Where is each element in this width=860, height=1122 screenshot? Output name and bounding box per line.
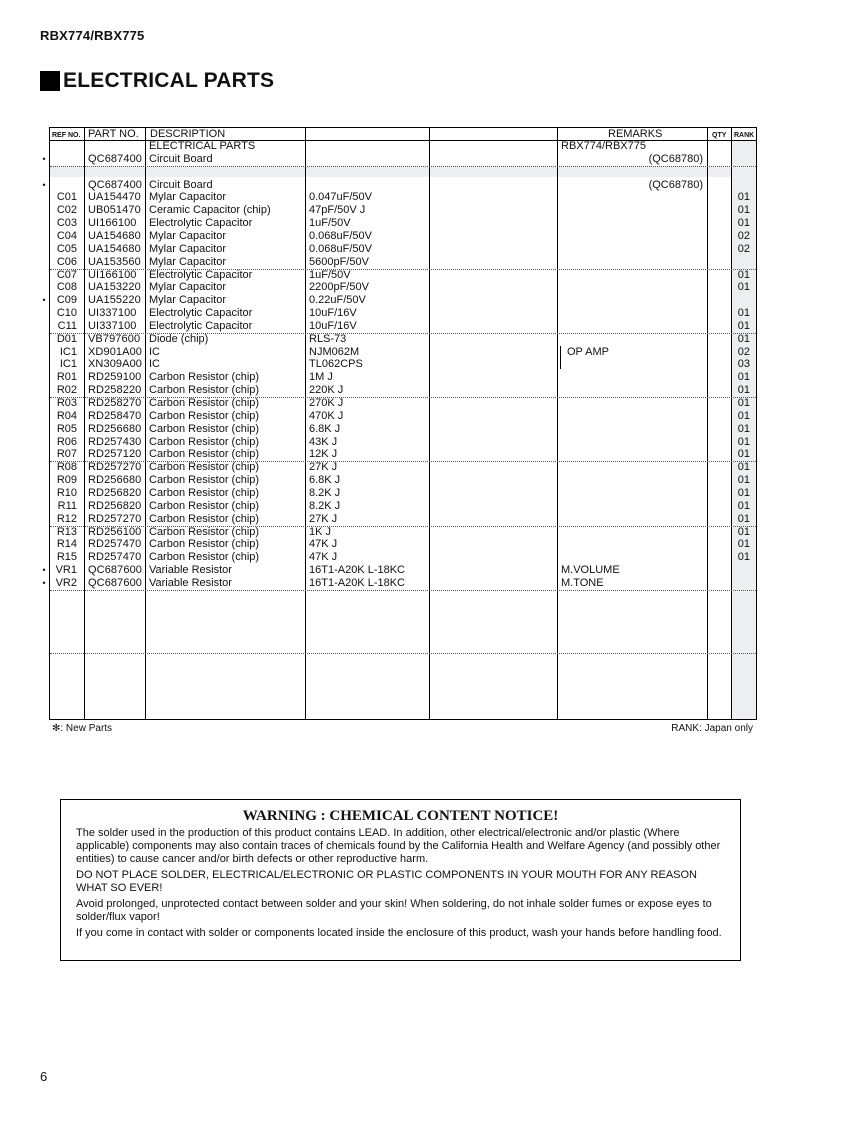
rank-cell: 01 (737, 448, 750, 461)
row-group-divider (50, 397, 756, 398)
table-row (0, 333, 860, 346)
col-header-description: DESCRIPTION (150, 128, 226, 140)
col-header-remarks: REMARKS (608, 128, 663, 140)
ref-no-cell: C02 (56, 204, 77, 217)
table-row (0, 577, 860, 590)
description-cell: Electrolytic Capacitor (149, 307, 253, 320)
value-cell: 1K J (309, 525, 332, 538)
value-cell: 16T1-A20K L-18KC (309, 576, 405, 589)
value-cell: 27K J (309, 512, 338, 525)
ref-no-cell: R13 (56, 525, 77, 538)
row-group-divider (50, 333, 756, 334)
part-no-cell: QC687400 (88, 152, 143, 165)
table-row (0, 191, 860, 204)
description-cell: Variable Resistor (149, 576, 232, 589)
warning-paragraph: If you come in contact with solder or components located inside the enclosure of this product, wash your hands before handling food. (76, 927, 722, 939)
part-no-cell: RD257470 (88, 551, 142, 564)
ref-no-cell: R11 (57, 499, 77, 512)
ref-no-cell: R04 (56, 409, 77, 422)
ref-no-cell: R06 (56, 435, 77, 448)
part-no-cell: QC687600 (88, 576, 143, 589)
part-no-cell: RD257430 (88, 435, 142, 448)
description-cell: Mylar Capacitor (149, 255, 227, 268)
description-cell: IC (149, 358, 160, 371)
part-no-cell: RD256820 (88, 486, 142, 499)
table-row (0, 358, 860, 371)
description-cell: Circuit Board (149, 178, 213, 191)
part-no-cell: UA153220 (88, 281, 141, 294)
part-no-cell: RD256820 (88, 499, 142, 512)
row-group-divider (50, 166, 756, 167)
ref-no-cell: R01 (56, 371, 77, 384)
rank-cell: 01 (737, 551, 750, 564)
value-cell: TL062CPS (309, 358, 363, 371)
description-cell: Carbon Resistor (chip) (149, 551, 260, 564)
rank-cell: 01 (737, 319, 750, 332)
table-row (0, 320, 860, 333)
table-row (0, 153, 860, 166)
col-header-part-no: PART NO. (88, 128, 139, 140)
table-row (0, 397, 860, 410)
table-row (0, 294, 860, 307)
new-part-mark: • (42, 153, 46, 164)
table-row (0, 371, 860, 384)
rank-cell: 01 (737, 422, 750, 435)
ref-no-cell: R03 (56, 397, 77, 409)
table-row (0, 474, 860, 487)
table-row (0, 461, 860, 474)
table-row (0, 230, 860, 243)
description-cell: Electrolytic Capacitor (149, 319, 253, 332)
table-row (0, 204, 860, 217)
table-row (0, 551, 860, 564)
part-no-cell: UA154680 (88, 229, 141, 242)
part-no-cell: RD258220 (88, 384, 142, 397)
part-no-cell: XN309A00 (88, 358, 143, 371)
value-cell: 0.22uF/50V (309, 294, 366, 307)
col-header-ref-no: REF NO. (52, 132, 81, 139)
rank-cell: 02 (737, 242, 750, 255)
ic-remark: OP AMP (567, 346, 609, 358)
ref-no-cell: R09 (56, 474, 77, 487)
value-cell: 8.2K J (309, 486, 341, 499)
new-part-mark: • (42, 565, 46, 576)
part-no-cell: UI166100 (88, 268, 137, 281)
col-header-qty: QTY (712, 132, 727, 139)
new-part-mark: • (42, 295, 46, 306)
value-cell: 0.068uF/50V (309, 242, 372, 255)
remarks-cell: RBX774/RBX775 (561, 140, 646, 152)
ref-no-cell: C08 (56, 281, 77, 294)
description-cell: Carbon Resistor (chip) (149, 422, 260, 435)
page-title: ELECTRICAL PARTS (63, 69, 275, 92)
table-row (0, 256, 860, 269)
rank-note: RANK: Japan only (671, 723, 753, 734)
ic-remark-bracket (560, 346, 563, 369)
ref-no-cell: IC1 (59, 358, 77, 371)
value-cell: 270K J (309, 397, 344, 409)
table-row (0, 140, 860, 153)
part-no-cell: RD256680 (88, 474, 142, 487)
part-no-cell: RD256680 (88, 422, 142, 435)
rank-cell: 01 (737, 538, 750, 551)
ref-no-cell: R10 (56, 486, 77, 499)
row-group-divider (50, 461, 756, 462)
part-no-cell: UA154470 (88, 191, 141, 204)
warning-title: WARNING : CHEMICAL CONTENT NOTICE! (242, 808, 559, 824)
description-cell: Carbon Resistor (chip) (149, 486, 260, 499)
part-no-cell: RD258270 (88, 397, 142, 409)
part-no-cell: UA155220 (88, 294, 141, 307)
warning-box (60, 799, 741, 961)
description-cell: Variable Resistor (149, 564, 232, 577)
table-row (0, 243, 860, 256)
new-part-mark: • (42, 179, 46, 190)
warning-paragraph: Avoid prolonged, unprotected contact between solder and your skin! When soldering, do not inhale solder fumes or expose eyes to solder/flux vapor! (76, 898, 712, 923)
part-no-cell: UA154680 (88, 242, 141, 255)
remarks-cell: M.TONE (561, 576, 604, 589)
part-no-cell: RD256100 (88, 525, 142, 538)
part-no-cell: RD257270 (88, 461, 142, 474)
remarks-cell: M.VOLUME (561, 564, 620, 577)
table-row (0, 179, 860, 192)
table-row (0, 217, 860, 230)
value-cell: 1uF/50V (309, 268, 351, 281)
ref-no-cell: R08 (56, 461, 77, 474)
table-row (0, 384, 860, 397)
table-row (0, 487, 860, 500)
warning-paragraph: DO NOT PLACE SOLDER, ELECTRICAL/ELECTRONIC OR PLASTIC COMPONENTS IN YOUR MOUTH FOR ANY REASON WHAT SO EVER! (76, 869, 698, 894)
value-cell: 47K J (309, 551, 338, 564)
description-cell: Carbon Resistor (chip) (149, 448, 260, 461)
rank-cell: 01 (737, 512, 750, 525)
value-cell: NJM062M (309, 345, 360, 358)
value-cell: 1M J (309, 371, 333, 384)
part-no-cell: VB797600 (88, 332, 141, 345)
value-cell: 1uF/50V (309, 217, 351, 230)
part-no-cell: UI337100 (88, 319, 137, 332)
part-no-cell: UA153560 (88, 255, 141, 268)
description-cell: Mylar Capacitor (149, 294, 227, 307)
part-no-cell: QC687400 (88, 178, 143, 191)
ref-no-cell: VR2 (55, 576, 77, 589)
remarks-code-cell: (QC68780) (648, 152, 703, 165)
table-row (0, 281, 860, 294)
description-cell: Mylar Capacitor (149, 229, 227, 242)
rank-cell: 01 (737, 499, 750, 512)
ref-no-cell: C06 (56, 255, 77, 268)
ref-no-cell: C10 (56, 307, 77, 320)
model-header: RBX774/RBX775 (40, 28, 145, 43)
description-cell: Carbon Resistor (chip) (149, 538, 260, 551)
rank-cell: 02 (737, 229, 750, 242)
part-no-cell: RD257270 (88, 512, 142, 525)
ref-no-cell: C01 (56, 191, 77, 204)
description-cell: Electrolytic Capacitor (149, 268, 253, 281)
ref-no-cell: C03 (56, 217, 77, 230)
value-cell: 0.068uF/50V (309, 229, 372, 242)
value-cell: 2200pF/50V (309, 281, 369, 294)
row-group-divider (50, 269, 756, 270)
part-no-cell: RD257470 (88, 538, 142, 551)
table-row (0, 500, 860, 513)
col-header-rank: RANK (734, 132, 755, 139)
part-no-cell: RD258470 (88, 409, 142, 422)
table-row (0, 564, 860, 577)
table-row (0, 346, 860, 359)
rank-cell: 01 (737, 217, 750, 230)
rank-cell: 01 (737, 191, 750, 204)
row-group-divider (50, 653, 756, 654)
rank-cell: 01 (737, 409, 750, 422)
value-cell: 16T1-A20K L-18KC (309, 564, 405, 577)
value-cell: 470K J (309, 409, 344, 422)
rank-cell: 01 (737, 397, 750, 409)
description-cell: Ceramic Capacitor (chip) (149, 204, 271, 217)
rank-cell: 01 (737, 486, 750, 499)
part-no-cell: XD901A00 (88, 345, 143, 358)
description-cell: Mylar Capacitor (149, 191, 227, 204)
row-group-divider (50, 526, 756, 527)
value-cell: 5600pF/50V (309, 255, 369, 268)
value-cell: 220K J (309, 384, 344, 397)
row-group-divider (50, 590, 756, 591)
table-row (0, 423, 860, 436)
description-cell: ELECTRICAL PARTS (149, 140, 256, 152)
ref-no-cell: R14 (56, 538, 77, 551)
rank-cell: 01 (737, 525, 750, 538)
ref-no-cell: VR1 (55, 564, 77, 577)
ref-no-cell: C07 (56, 268, 77, 281)
description-cell: Electrolytic Capacitor (149, 217, 253, 230)
description-cell: Carbon Resistor (chip) (149, 409, 260, 422)
table-row (0, 436, 860, 449)
value-cell: 10uF/16V (309, 319, 357, 332)
description-cell: Carbon Resistor (chip) (149, 474, 260, 487)
rank-cell: 03 (737, 358, 750, 371)
part-no-cell: QC687600 (88, 564, 143, 577)
value-cell: 8.2K J (309, 499, 341, 512)
description-cell: Mylar Capacitor (149, 242, 227, 255)
table-row (0, 538, 860, 551)
part-no-cell: UI166100 (88, 217, 137, 230)
value-cell: 10uF/16V (309, 307, 357, 320)
description-cell: Carbon Resistor (chip) (149, 525, 260, 538)
part-no-cell: UI337100 (88, 307, 137, 320)
ref-no-cell: R07 (56, 448, 77, 461)
description-cell: Carbon Resistor (chip) (149, 397, 260, 409)
value-cell: 0.047uF/50V (309, 191, 372, 204)
ref-no-cell: D01 (56, 332, 77, 345)
ref-no-cell: IC1 (59, 345, 77, 358)
description-cell: Carbon Resistor (chip) (149, 435, 260, 448)
ref-no-cell: R12 (56, 512, 77, 525)
remarks-code-cell: (QC68780) (648, 178, 703, 191)
table-row (0, 410, 860, 423)
rank-cell: 01 (737, 435, 750, 448)
rank-cell: 01 (737, 204, 750, 217)
table-row (0, 307, 860, 320)
ref-no-cell: C09 (56, 294, 77, 307)
warning-paragraph: The solder used in the production of this product contains LEAD. In addition, other electrical/electronic and/or plastic (Where applicable) components may also contain traces of chemicals found by the California Health and Welfare Agency (and possibly other entities) to cause cancer and/or birth defects or other reproductive harm. (76, 827, 721, 865)
rank-cell: 02 (737, 345, 750, 358)
value-cell: RLS-73 (309, 332, 347, 345)
description-cell: Carbon Resistor (chip) (149, 512, 260, 525)
ref-no-cell: C05 (56, 242, 77, 255)
rank-cell: 01 (737, 307, 750, 320)
value-cell: 47K J (309, 538, 338, 551)
part-no-cell: RD259100 (88, 371, 142, 384)
new-parts-note: ✻: New Parts (52, 723, 113, 734)
rank-cell: 01 (737, 281, 750, 294)
rank-cell: 01 (737, 371, 750, 384)
ref-no-cell: R02 (56, 384, 77, 397)
table-row (0, 166, 860, 179)
description-cell: Mylar Capacitor (149, 281, 227, 294)
part-no-cell: RD257120 (88, 448, 142, 461)
part-no-cell: UB051470 (88, 204, 141, 217)
rank-cell: 01 (737, 332, 750, 345)
description-cell: Diode (chip) (149, 332, 209, 345)
ref-no-cell: C11 (57, 319, 77, 332)
page-number: 6 (40, 1069, 48, 1084)
table-row (0, 269, 860, 282)
heading-square-icon (40, 71, 60, 91)
value-cell: 6.8K J (309, 422, 341, 435)
rank-cell: 01 (737, 384, 750, 397)
value-cell: 47pF/50V J (309, 204, 366, 217)
description-cell: Carbon Resistor (chip) (149, 384, 260, 397)
rank-cell: 01 (737, 474, 750, 487)
rank-cell: 01 (737, 461, 750, 474)
value-cell: 27K J (309, 461, 338, 474)
section-heading (40, 70, 274, 92)
value-cell: 12K J (309, 448, 338, 461)
description-cell: Carbon Resistor (chip) (149, 461, 260, 474)
ref-no-cell: R15 (56, 551, 77, 564)
ref-no-cell: C04 (56, 229, 77, 242)
new-part-mark: • (42, 577, 46, 588)
table-row (0, 513, 860, 526)
value-cell: 43K J (309, 435, 338, 448)
table-row (0, 526, 860, 539)
description-cell: Carbon Resistor (chip) (149, 499, 260, 512)
value-cell: 6.8K J (309, 474, 341, 487)
description-cell: Carbon Resistor (chip) (149, 371, 260, 384)
rank-cell: 01 (737, 268, 750, 281)
description-cell: IC (149, 345, 160, 358)
ref-no-cell: R05 (56, 422, 77, 435)
table-row (0, 448, 860, 461)
description-cell: Circuit Board (149, 152, 213, 165)
